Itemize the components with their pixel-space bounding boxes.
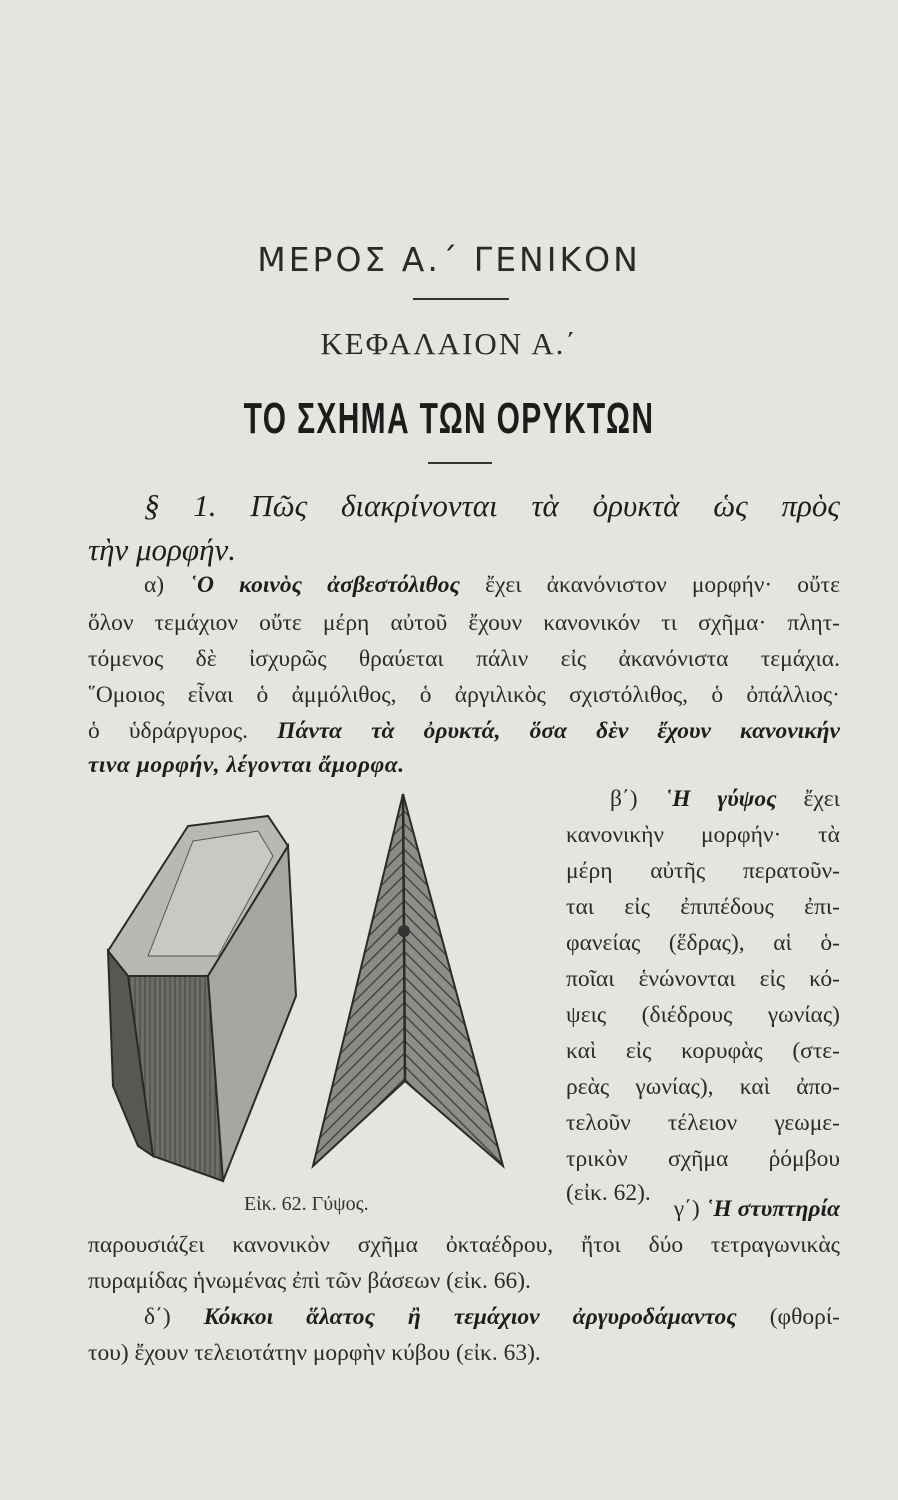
paragraph-line: πυραμίδας ἡνωμένας ἐπὶ τῶν βάσεων (εἰκ. 66). (88, 1268, 531, 1294)
column-line: τρικὸν σχῆμα ῥόμβου (566, 1146, 840, 1172)
gypsum-crystal-figure (98, 786, 518, 1186)
prism-crystal (108, 816, 296, 1181)
column-line: κανονικὴν μορφήν· τὰ (566, 822, 840, 848)
paragraph-line: ὁ ὑδράργυρος. Πάντα τὰ ὀρυκτά, ὅσα δὲν ἔχουν κανονικήν (88, 718, 840, 744)
paragraph-line: γ΄) ῾Η στυπτηρία (673, 1196, 840, 1222)
column-line: (εἰκ. 62). (566, 1180, 651, 1206)
paragraph-line: του) ἔχουν τελειοτάτην μορφὴν κύβου (εἰκ. 63). (88, 1340, 541, 1366)
column-line: φανείας (ἕδρας), αἱ ὁ- (566, 930, 840, 956)
column-line: καὶ εἰς κορυφὰς (στε- (566, 1038, 840, 1064)
column-line: ποῖαι ἑνώνονται εἰς κό- (566, 966, 840, 992)
paragraph-line: α) ῾Ο κοινὸς ἀσβεστόλιθος ἔχει ἀκανόνιστον μορφήν· οὔτε (144, 572, 840, 598)
chapter-title: ΤΟ ΣΧΗΜΑ ΤΩΝ ΟΡΥΚΤΩΝ (243, 394, 655, 443)
paragraph-line: δ΄) Κόκκοι ἅλατος ἢ τεμάχιον ἀργυροδάμαντος (φθορί- (144, 1304, 840, 1330)
column-line: τελοῦν τέλειον γεωμε- (566, 1110, 840, 1136)
divider-rule (428, 462, 492, 464)
column-line: μέρη αὐτῆς περατοῦν- (566, 858, 840, 884)
column-line: ρεὰς γωνίας), καὶ ἀπο- (566, 1074, 840, 1100)
part-title: ΜΕΡΟΣ Α.΄ ΓΕΝΙΚΟΝ (257, 240, 641, 279)
column-line: ψεις (διέδρους γωνίας) (566, 1002, 840, 1028)
column-line: ται εἰς ἐπιπέδους ἐπι- (566, 894, 840, 920)
swallowtail-twin-crystal (313, 794, 503, 1166)
figure-caption: Εἰκ. 62. Γύψος. (244, 1193, 369, 1215)
paragraph-line: παρουσιάζει κανονικὸν σχῆμα ὀκταέδρου, ἤτοι δύο τετραγωνικὰς (88, 1232, 840, 1258)
column-line: β΄) ῾Η γύψος ἔχει (610, 786, 840, 812)
paragraph-line: τόμενος δὲ ἰσχυρῶς θραύεται πάλιν εἰς ἀκανόνιστα τεμάχια. (88, 646, 840, 672)
chapter-heading: ΚΕΦΑΛΑΙΟΝ Α.΄ (320, 326, 578, 361)
section-heading-cont: τὴν μορφήν. (88, 532, 236, 567)
divider-rule (413, 298, 509, 300)
paragraph-line: ῞Ομοιος εἶναι ὁ ἀμμόλιθος, ὁ ἀργιλικὸς σχιστόλιθος, ὁ ὀπάλλιος· (88, 682, 840, 708)
section-heading: § 1. Πῶς διακρίνονται τὰ ὀρυκτὰ ὡς πρὸς (144, 488, 840, 523)
paragraph-line: ὅλον τεμάχιον οὔτε μέρη αὐτοῦ ἔχουν κανονικόν τι σχῆμα· πλητ- (88, 610, 840, 636)
paragraph-line: τινα μορφήν, λέγονται ἄμορφα. (88, 752, 405, 778)
